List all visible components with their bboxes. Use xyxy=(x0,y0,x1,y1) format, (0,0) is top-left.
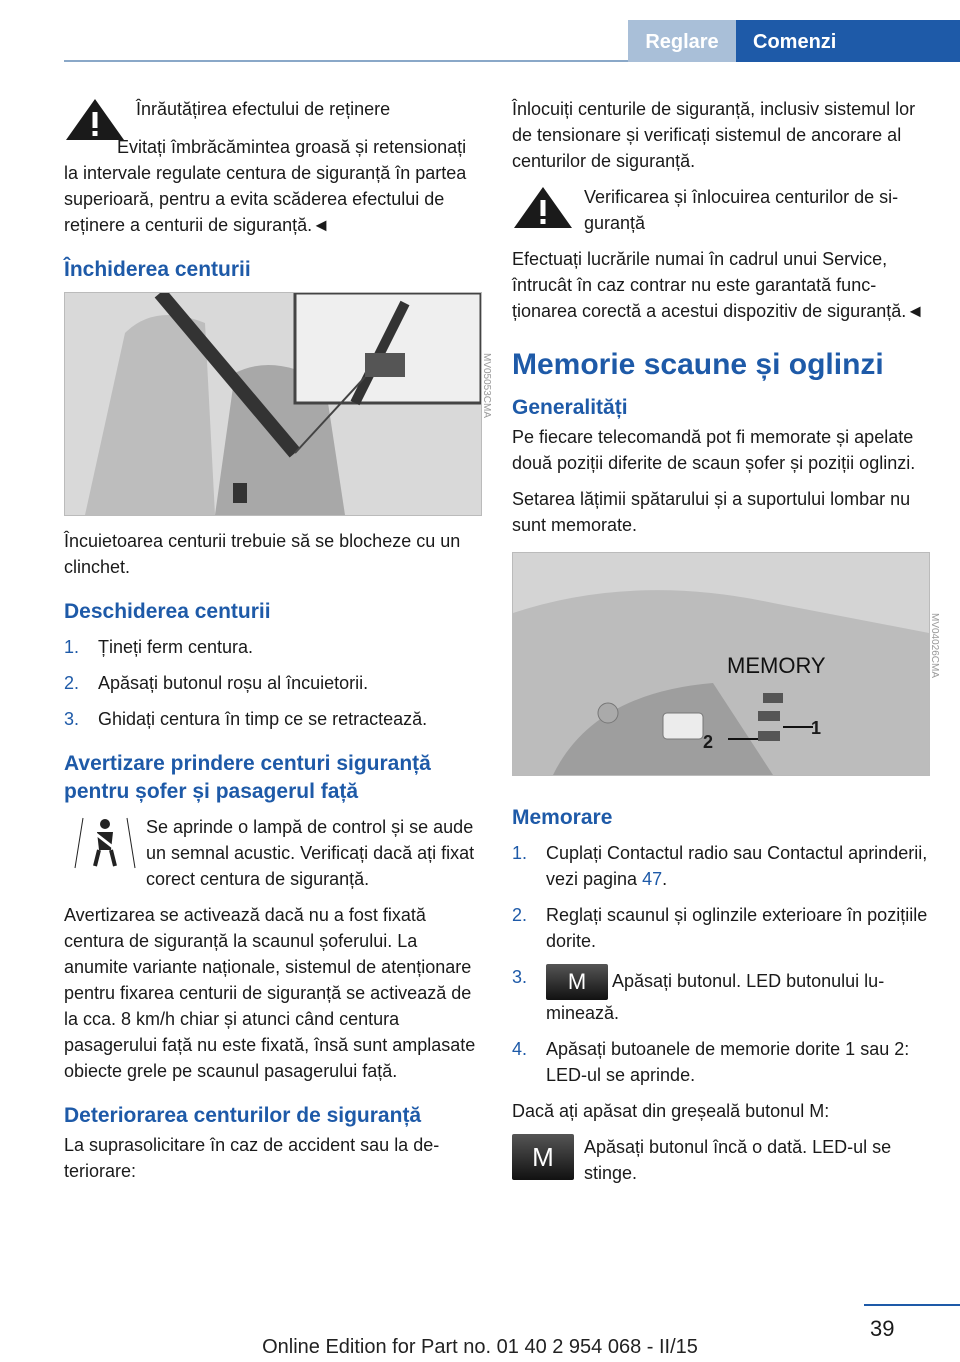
button-label-2: 2 xyxy=(703,732,714,752)
page-number: 39 xyxy=(870,1316,895,1341)
gresit-warning: Apăsați butonul încă o dată. LED-ul se stinge. xyxy=(584,1137,892,1183)
memory-label: MEMORY xyxy=(727,653,826,678)
heading-memorie: Memorie scaune și oglinzi xyxy=(512,348,884,381)
list-item: 1. Țineți ferm centura. xyxy=(64,637,254,657)
image-code: MV04026CMA xyxy=(929,613,940,679)
button-label-1: 1 xyxy=(811,718,822,738)
seatbelt-photo xyxy=(64,292,492,516)
generalitati-text-1: Pe fiecare telecomandă pot fi memorate și apelate două poziții diferite de scaun șofer și poziții oglinzi. xyxy=(512,427,916,473)
deschidere-list xyxy=(64,634,482,732)
memory-photo xyxy=(512,552,940,776)
seatbelt-warning-block xyxy=(64,814,482,902)
list-item: 1. Cuplați Contactul radio sau Contactul aprinderii, vezi pagina 47. xyxy=(512,843,928,889)
inlocuiti-text: Înlocuiți centurile de siguranță, inclusiv sistemul lor de tensionare și verificați sistemul de ancorare al centurilor de siguranță. xyxy=(512,99,916,171)
heading-deteriorarea: Deteriorarea centurilor de siguranță xyxy=(64,1104,422,1127)
heading-avertizare: Avertizare prindere centuri siguranță pentru șofer și pasagerul față xyxy=(64,752,431,803)
heading-memorare: Memorare xyxy=(512,806,613,829)
heading-generalitati: Generalități xyxy=(512,396,628,419)
memorare-list xyxy=(512,840,930,1088)
memory-m-button-icon: M xyxy=(512,1134,574,1180)
list-item: 2. Apăsați butonul roșu al încuietorii. xyxy=(64,673,369,693)
left-column xyxy=(64,96,492,1194)
deteriorarea-text: La suprasolicitare în caz de accident sau la deteriorare: xyxy=(64,1135,440,1181)
gresit-text: Dacă ați apăsat din greșeală butonul M: xyxy=(512,1101,830,1121)
image-code: MV05053CMA xyxy=(481,353,492,419)
list-item: 3. M Apăsați butonul. LED butonului luminează. xyxy=(512,964,930,1026)
seatbelt-warning-icon xyxy=(64,814,136,870)
warning-body: Efectuați lucrările numai în cadrul unui Service, întrucât în caz contrar nu este garantată funcționarea corectă a acestui dispozitiv de siguranță.◄ xyxy=(512,249,925,321)
warning-title: Înrăutățirea efectului de reținere xyxy=(136,99,391,119)
generalitati-text-2: Setarea lățimii spătarului și a suportului lombar nu sunt memorate. xyxy=(512,489,911,535)
right-column xyxy=(512,96,940,1196)
avertizare-text: Avertizarea se activează dacă nu a fost fixată centura de siguranță la scaunul șoferului. La anumite variante naționale, sistemul de atenționare pentru fixarea centurii de siguranță se activează de la cca. 8 km/h chiar și atunci când centura pasagerului față nu este fixată, însă sunt amplasate obiecte grele pe scaunul pasagerului față. xyxy=(64,905,476,1081)
list-item: 2. Reglați scaunul și oglinzile exterioare în pozițiile dorite. xyxy=(512,905,928,951)
seat-illustration xyxy=(65,293,481,515)
list-item: 3. Ghidați centura în timp ce se retractează. xyxy=(64,709,428,729)
warning-triangle-icon xyxy=(512,184,574,230)
warning-block-verificare xyxy=(512,184,930,246)
memory-buttons-illustration xyxy=(513,553,929,775)
heading-inchidere: Închiderea centurii xyxy=(64,258,251,281)
gresit-block xyxy=(512,1134,930,1196)
footer-rule xyxy=(864,1304,960,1306)
inchidere-text: Încuietoarea centurii trebuie să se blocheze cu un clinchet. xyxy=(64,531,461,577)
tab-reglare[interactable]: Reglare xyxy=(628,20,736,62)
warning-title: Verificarea și înlocuirea centurilor de siguranță xyxy=(584,187,899,233)
page-link[interactable]: 47 xyxy=(642,869,663,889)
warning-body: Evitați îmbrăcămintea groasă și retensionați la intervale regulate centura de siguranță în partea superioară, pentru a evita scăderea efectului de reținere a centurii de siguranță.◄ xyxy=(64,137,467,235)
memory-m-button-icon: M xyxy=(546,964,608,1000)
avertizare-warning: Se aprinde o lampă de control și se aude un semnal acustic. Verificați dacă ați fixat corect centura de siguranță. xyxy=(146,817,475,889)
list-item: 4. Apăsați butoanele de memorie dorite 1 sau 2: LED-ul se aprinde. xyxy=(512,1039,910,1085)
tab-comenzi[interactable]: Comenzi xyxy=(736,20,960,62)
heading-deschidere: Deschiderea centurii xyxy=(64,600,271,623)
footer-edition: Online Edition for Part no. 01 40 2 954 068 - II/15 xyxy=(262,1336,698,1358)
